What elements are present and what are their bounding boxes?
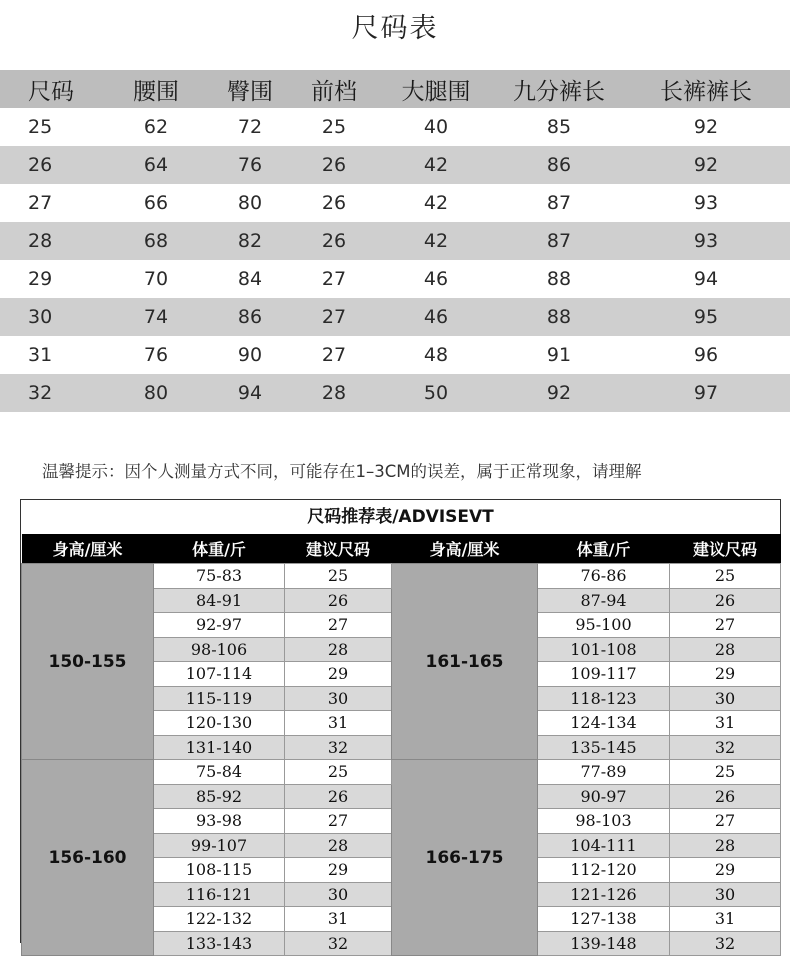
size-cell: 74 xyxy=(104,298,208,336)
size-cell: 72 xyxy=(237,116,263,138)
column-header-weight: 体重/斤 xyxy=(154,534,285,564)
weight-range-cell: 127-138 xyxy=(538,907,670,932)
size-cell: 27 xyxy=(292,298,376,336)
weight-range-cell: 135-145 xyxy=(538,735,670,760)
weight-range-cell: 124-134 xyxy=(538,711,670,736)
suggested-size-cell: 30 xyxy=(670,882,781,907)
weight-range-cell: 133-143 xyxy=(154,931,285,956)
size-cell: 70 xyxy=(143,268,169,290)
weight-range-cell: 112-120 xyxy=(538,858,670,883)
size-cell: 93 xyxy=(622,222,790,260)
weight-range-cell: 95-100 xyxy=(538,613,670,638)
weight-range-cell: 109-117 xyxy=(538,662,670,687)
size-cell: 32 xyxy=(0,374,104,412)
column-header-height: 身高/厘米 xyxy=(22,534,154,564)
weight-range-cell: 93-98 xyxy=(154,809,285,834)
size-cell: 94 xyxy=(208,374,292,412)
height-range-cell: 156-160 xyxy=(22,760,154,956)
weight-range-cell: 75-83 xyxy=(154,564,285,589)
size-cell: 31 xyxy=(28,344,53,366)
size-cell: 62 xyxy=(143,116,169,138)
weight-range-cell: 99-107 xyxy=(154,833,285,858)
size-cell: 26 xyxy=(321,192,347,214)
suggested-size-cell: 27 xyxy=(670,613,781,638)
size-row xyxy=(0,260,790,298)
weight-range-cell: 131-140 xyxy=(154,735,285,760)
height-range-cell: 161-165 xyxy=(392,564,538,760)
column-header-suggested-size: 建议尺码 xyxy=(670,534,781,564)
recommendation-row xyxy=(22,564,781,589)
size-chart-body xyxy=(0,108,790,412)
size-cell: 27 xyxy=(321,344,347,366)
size-cell: 64 xyxy=(104,146,208,184)
size-cell: 50 xyxy=(376,374,496,412)
size-cell: 90 xyxy=(237,344,263,366)
weight-range-cell: 98-103 xyxy=(538,809,670,834)
size-cell: 66 xyxy=(143,192,169,214)
size-cell: 27 xyxy=(28,192,53,214)
size-cell: 29 xyxy=(28,268,53,290)
suggested-size-cell: 31 xyxy=(285,711,392,736)
size-cell: 26 xyxy=(0,146,104,184)
suggested-size-cell: 25 xyxy=(670,760,781,785)
size-cell: 88 xyxy=(496,298,622,336)
weight-range-cell: 139-148 xyxy=(538,931,670,956)
size-cell: 86 xyxy=(496,146,622,184)
size-cell: 42 xyxy=(376,222,496,260)
size-row xyxy=(0,298,790,336)
suggested-size-cell: 30 xyxy=(670,686,781,711)
column-header-size: 尺码 xyxy=(0,70,104,108)
recommendation-table xyxy=(21,534,781,956)
suggested-size-cell: 25 xyxy=(670,564,781,589)
column-header-weight: 体重/斤 xyxy=(538,534,670,564)
size-cell: 30 xyxy=(0,298,104,336)
suggested-size-cell: 30 xyxy=(285,686,392,711)
size-cell: 28 xyxy=(292,374,376,412)
weight-range-cell: 118-123 xyxy=(538,686,670,711)
suggested-size-cell: 32 xyxy=(670,735,781,760)
size-cell: 42 xyxy=(423,192,449,214)
suggested-size-cell: 29 xyxy=(670,662,781,687)
size-cell: 84 xyxy=(237,268,263,290)
weight-range-cell: 76-86 xyxy=(538,564,670,589)
suggested-size-cell: 32 xyxy=(285,735,392,760)
weight-range-cell: 85-92 xyxy=(154,784,285,809)
column-header-height: 身高/厘米 xyxy=(392,534,538,564)
weight-range-cell: 104-111 xyxy=(538,833,670,858)
size-cell: 87 xyxy=(496,222,622,260)
suggested-size-cell: 26 xyxy=(670,784,781,809)
recommendation-row xyxy=(22,760,781,785)
suggested-size-cell: 28 xyxy=(285,833,392,858)
size-cell: 87 xyxy=(546,192,572,214)
weight-range-cell: 120-130 xyxy=(154,711,285,736)
suggested-size-cell: 31 xyxy=(670,907,781,932)
size-cell: 85 xyxy=(546,116,572,138)
weight-range-cell: 101-108 xyxy=(538,637,670,662)
size-row xyxy=(0,146,790,184)
size-chart-header-row xyxy=(0,70,790,108)
weight-range-cell: 121-126 xyxy=(538,882,670,907)
size-cell: 92 xyxy=(622,146,790,184)
suggested-size-cell: 26 xyxy=(670,588,781,613)
column-header-cropped-length: 九分裤长 xyxy=(496,70,622,108)
size-cell: 82 xyxy=(208,222,292,260)
height-range-cell: 150-155 xyxy=(22,564,154,760)
size-cell: 42 xyxy=(376,146,496,184)
size-cell: 68 xyxy=(104,222,208,260)
suggested-size-cell: 31 xyxy=(670,711,781,736)
size-cell: 80 xyxy=(237,192,263,214)
size-recommendation-panel xyxy=(20,499,781,953)
weight-range-cell: 77-89 xyxy=(538,760,670,785)
weight-range-cell: 116-121 xyxy=(154,882,285,907)
size-cell: 91 xyxy=(546,344,572,366)
suggested-size-cell: 25 xyxy=(285,564,392,589)
column-header-front-rise: 前档 xyxy=(292,70,376,108)
recommendation-title: 尺码推荐表/ADVISEVT xyxy=(21,500,780,534)
size-row xyxy=(0,184,790,222)
recommendation-body xyxy=(22,564,781,956)
suggested-size-cell: 25 xyxy=(285,760,392,785)
measurement-note: 温馨提示：因个人测量方式不同，可能存在1–3CM的误差，属于正常现象，请理解 xyxy=(42,462,642,481)
suggested-size-cell: 28 xyxy=(670,833,781,858)
size-cell: 94 xyxy=(693,268,719,290)
column-header-suggested-size: 建议尺码 xyxy=(285,534,392,564)
size-row xyxy=(0,336,790,374)
suggested-size-cell: 26 xyxy=(285,784,392,809)
weight-range-cell: 108-115 xyxy=(154,858,285,883)
column-header-waist: 腰围 xyxy=(104,70,208,108)
size-cell: 86 xyxy=(208,298,292,336)
suggested-size-cell: 32 xyxy=(670,931,781,956)
size-cell: 92 xyxy=(693,116,719,138)
weight-range-cell: 107-114 xyxy=(154,662,285,687)
suggested-size-cell: 31 xyxy=(285,907,392,932)
size-cell: 26 xyxy=(292,222,376,260)
suggested-size-cell: 30 xyxy=(285,882,392,907)
size-cell: 76 xyxy=(143,344,169,366)
weight-range-cell: 90-97 xyxy=(538,784,670,809)
size-cell: 25 xyxy=(28,116,53,138)
size-cell: 25 xyxy=(321,116,347,138)
suggested-size-cell: 27 xyxy=(285,809,392,834)
suggested-size-cell: 27 xyxy=(670,809,781,834)
size-cell: 88 xyxy=(546,268,572,290)
size-cell: 48 xyxy=(423,344,449,366)
size-cell: 46 xyxy=(423,268,449,290)
size-row xyxy=(0,108,790,146)
size-cell: 28 xyxy=(0,222,104,260)
size-cell: 92 xyxy=(496,374,622,412)
column-header-thigh: 大腿围 xyxy=(376,70,496,108)
weight-range-cell: 92-97 xyxy=(154,613,285,638)
size-row xyxy=(0,222,790,260)
size-cell: 76 xyxy=(208,146,292,184)
size-row xyxy=(0,374,790,412)
size-cell: 46 xyxy=(376,298,496,336)
size-cell: 40 xyxy=(423,116,449,138)
column-header-hip: 臀围 xyxy=(208,70,292,108)
column-header-full-length: 长裤裤长 xyxy=(622,70,790,108)
suggested-size-cell: 29 xyxy=(285,662,392,687)
size-cell: 97 xyxy=(622,374,790,412)
size-cell: 26 xyxy=(292,146,376,184)
size-cell: 95 xyxy=(622,298,790,336)
suggested-size-cell: 27 xyxy=(285,613,392,638)
size-cell: 27 xyxy=(321,268,347,290)
weight-range-cell: 115-119 xyxy=(154,686,285,711)
weight-range-cell: 98-106 xyxy=(154,637,285,662)
size-cell: 80 xyxy=(104,374,208,412)
weight-range-cell: 84-91 xyxy=(154,588,285,613)
suggested-size-cell: 29 xyxy=(285,858,392,883)
height-range-cell: 166-175 xyxy=(392,760,538,956)
size-cell: 96 xyxy=(693,344,719,366)
page-title: 尺码表 xyxy=(351,13,439,44)
suggested-size-cell: 28 xyxy=(670,637,781,662)
weight-range-cell: 87-94 xyxy=(538,588,670,613)
size-chart-table xyxy=(0,70,790,412)
weight-range-cell: 122-132 xyxy=(154,907,285,932)
suggested-size-cell: 26 xyxy=(285,588,392,613)
recommendation-header-row xyxy=(22,534,781,564)
suggested-size-cell: 32 xyxy=(285,931,392,956)
suggested-size-cell: 29 xyxy=(670,858,781,883)
size-cell: 93 xyxy=(693,192,719,214)
weight-range-cell: 75-84 xyxy=(154,760,285,785)
suggested-size-cell: 28 xyxy=(285,637,392,662)
